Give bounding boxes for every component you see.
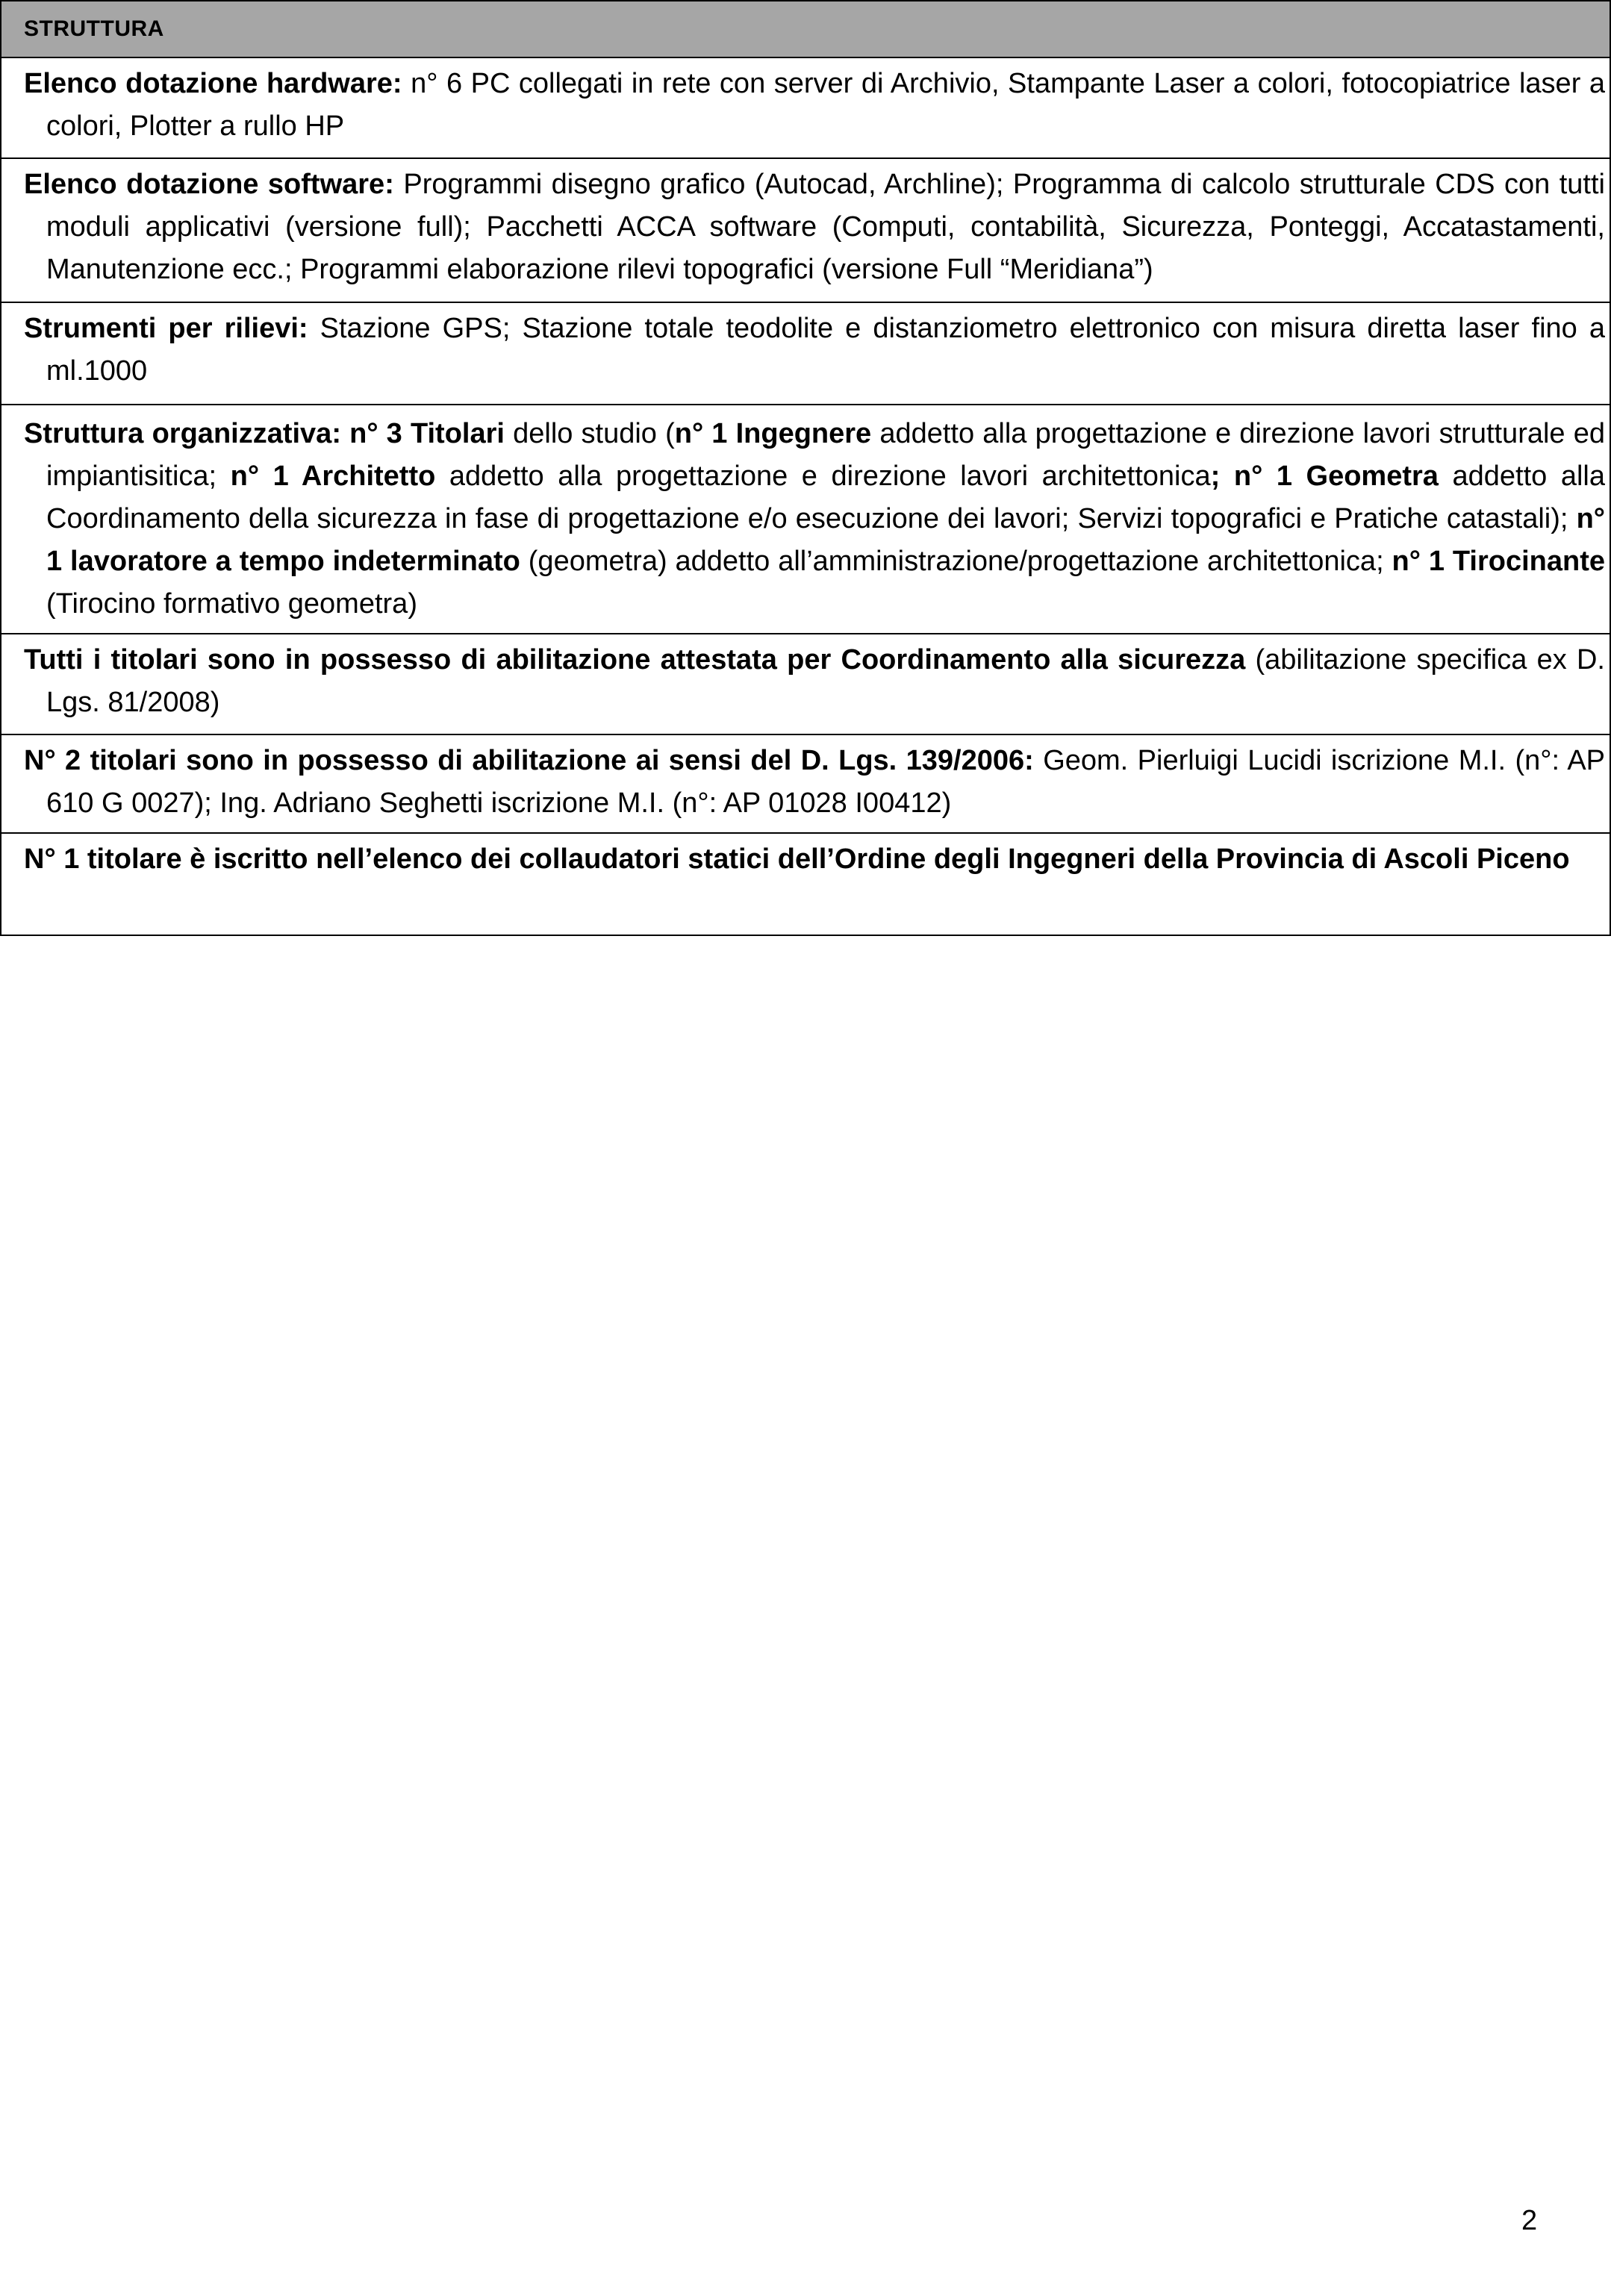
organizzativa-text: addetto alla progettazione e direzione lavori architettonica — [435, 461, 1211, 492]
struttura-organizzativa-paragraph — [1, 405, 1610, 633]
sicurezza-text: (abilitazione specifica ex D. Lgs. 81/2008) — [46, 644, 1605, 718]
hardware-paragraph — [1, 58, 1610, 157]
abilitazione-label: N° 2 titolari sono in possesso di abilitazione ai sensi del D. Lgs. 139/2006: — [24, 745, 1034, 776]
section-title: STRUTTURA — [24, 16, 164, 41]
sicurezza-label: Tutti i titolari sono in possesso di abilitazione attestata per Coordinamento alla sicurezza — [24, 644, 1246, 676]
software-paragraph — [1, 159, 1610, 302]
organizzativa-text: (geometra) addetto all’amministrazione/progettazione architettonica; — [520, 546, 1392, 577]
table-header-row — [1, 1, 1610, 57]
hardware-label: Elenco dotazione hardware: — [24, 68, 402, 99]
table-cell — [1, 405, 1610, 634]
strumenti-label: Strumenti per rilievi: — [24, 313, 308, 344]
software-text: Programmi disegno grafico (Autocad, Archline); Programma di calcolo strutturale CDS con tutti moduli applicativi (versione full); Pacchetti ACCA software (Computi, contabilità, Sicurezza, Ponteggi, Accatastamenti, Manutenzione ecc.; Programmi elaborazione rilevi topografici (versione Full “Meridiana”) — [46, 169, 1605, 285]
table-row-struttura-organizzativa — [1, 405, 1610, 634]
organizzativa-text: (Tirocino formativo geometra) — [46, 588, 417, 620]
table-cell — [1, 734, 1610, 833]
table-cell — [1, 302, 1610, 405]
organizzativa-text: addetto alla Coordinamento della sicurezza in fase di progettazione e/o esecuzione dei lavori; Servizi topografici e Pratiche catastali); — [46, 461, 1605, 534]
table-row-collaudatori — [1, 833, 1610, 935]
software-label: Elenco dotazione software: — [24, 169, 394, 200]
organizzativa-label: Struttura organizzativa: n° 3 Titolari — [24, 418, 505, 449]
abilitazione-text: Geom. Pierluigi Lucidi iscrizione M.I. (n°: AP 610 G 0027); Ing. Adriano Seghetti iscrizione M.I. (n°: AP 01028 I00412) — [46, 745, 1606, 819]
abilitazione-paragraph — [1, 735, 1610, 832]
geometra-label: ; n° 1 Geometra — [1210, 461, 1439, 492]
table-row-software — [1, 158, 1610, 302]
table-row-strumenti — [1, 302, 1610, 405]
lavoratore-label: n° 1 lavoratore a tempo indeterminato — [46, 503, 1605, 577]
hardware-text: n° 6 PC collegati in rete con server di Archivio, Stampante Laser a colori, fotocopiatrice laser a colori, Plotter a rullo HP — [46, 68, 1605, 142]
table-row-abilitazione — [1, 734, 1610, 833]
collaudatori-label: N° 1 titolare è iscritto nell’elenco dei collaudatori statici dell’Ordine degli Ingegneri della Provincia di Ascoli Piceno — [24, 843, 1570, 875]
ingegnere-label: n° 1 Ingegnere — [674, 418, 872, 449]
organizzativa-text: dello studio ( — [504, 418, 675, 449]
strumenti-paragraph — [1, 303, 1610, 404]
table-row-sicurezza — [1, 634, 1610, 734]
table-row-hardware — [1, 57, 1610, 158]
table-cell — [1, 158, 1610, 302]
table-cell — [1, 57, 1610, 158]
table-header-cell — [1, 1, 1610, 57]
collaudatori-paragraph — [1, 834, 1610, 935]
struttura-table — [0, 0, 1611, 936]
table-cell — [1, 634, 1610, 734]
strumenti-text: Stazione GPS; Stazione totale teodolite e distanziometro elettronico con misura diretta laser fino a ml.1000 — [46, 313, 1605, 387]
architetto-label: n° 1 Architetto — [230, 461, 436, 492]
tirocinante-label: n° 1 Tirocinante — [1392, 546, 1605, 577]
table-cell — [1, 833, 1610, 935]
organizzativa-text: addetto alla progettazione e direzione lavori strutturale ed impiantisitica; — [46, 418, 1605, 492]
sicurezza-paragraph — [1, 634, 1610, 734]
page-number: 2 — [1521, 2205, 1538, 2236]
